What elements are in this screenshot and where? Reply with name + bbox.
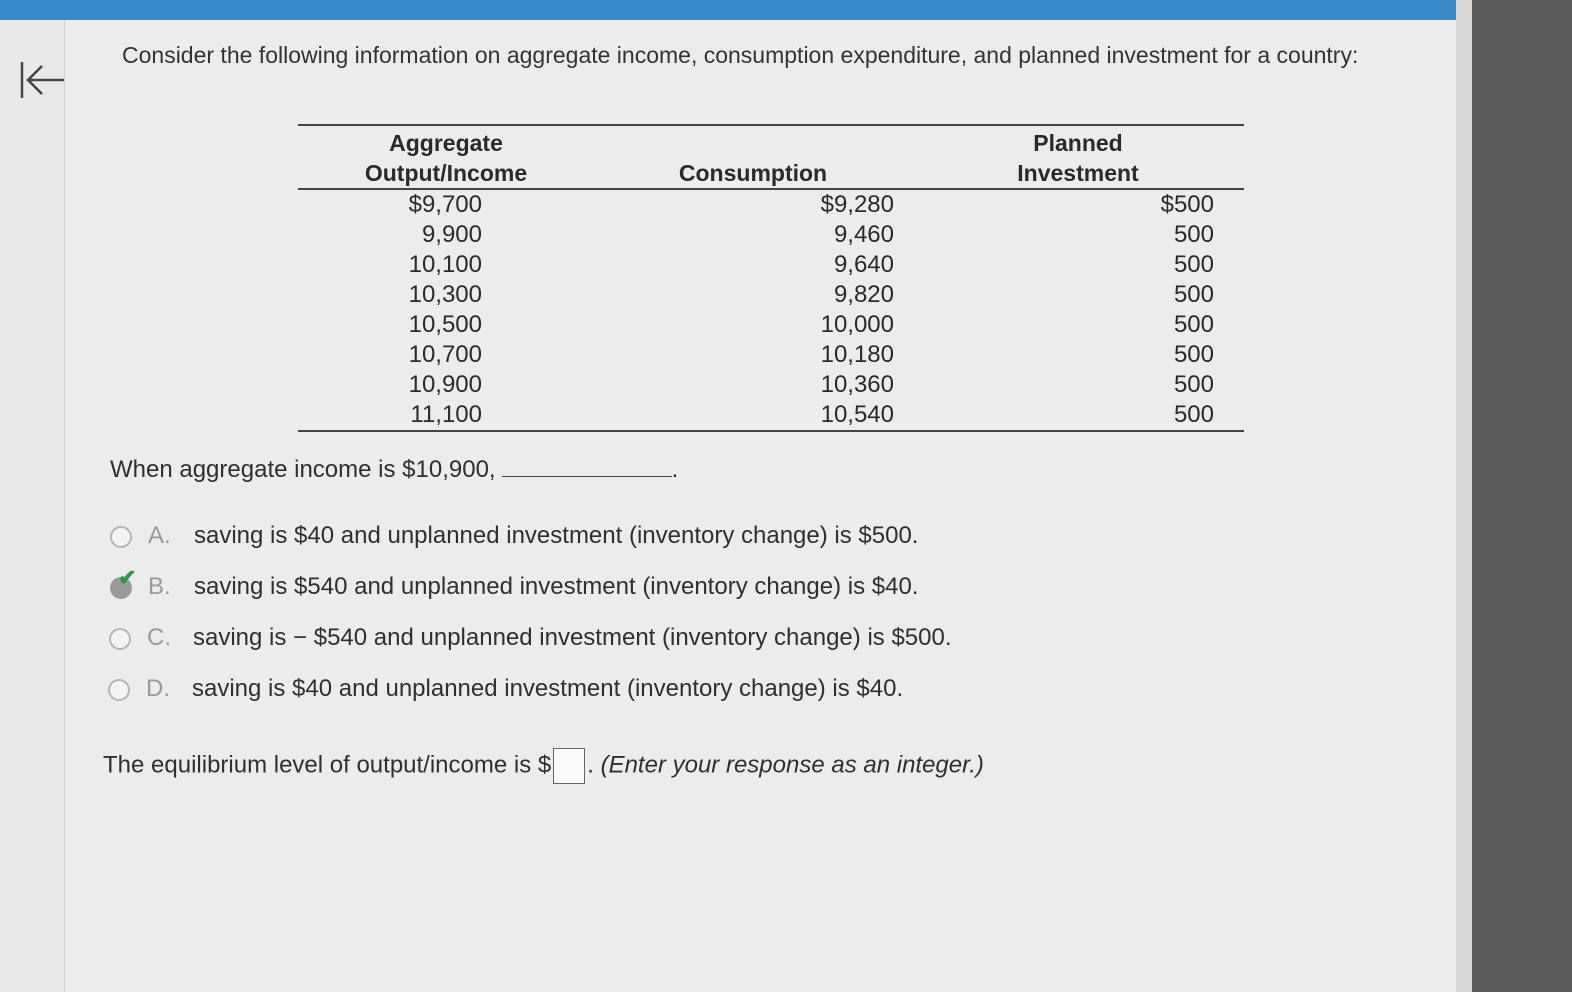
cell-investment-value: 500 bbox=[1173, 281, 1214, 308]
cell-income-value: 10,900 bbox=[408, 371, 482, 398]
option-text: saving is − $540 and unplanned investment (inventory change) is $500. bbox=[193, 624, 952, 651]
cell-investment-value: $500 bbox=[1160, 191, 1214, 218]
cell-investment bbox=[912, 310, 1244, 340]
radio-button[interactable] bbox=[109, 628, 131, 650]
cell-income-value: 10,500 bbox=[408, 311, 482, 338]
cell-consumption bbox=[594, 220, 912, 250]
table-row bbox=[298, 340, 1244, 370]
cell-income-value: $9,700 bbox=[408, 191, 482, 218]
cell-income bbox=[298, 220, 594, 250]
cell-consumption-value: 10,000 bbox=[820, 311, 894, 338]
cell-income bbox=[298, 280, 594, 310]
question-prompt: Consider the following information on aggregate income, consumption expenditure, and planned investment for a country: bbox=[122, 42, 1359, 68]
question-2 bbox=[103, 748, 984, 784]
header-income-line2: Output/Income bbox=[364, 160, 528, 186]
cell-investment bbox=[912, 220, 1244, 250]
table-row bbox=[298, 250, 1244, 280]
data-table bbox=[298, 124, 1244, 432]
cell-consumption-value: 10,360 bbox=[820, 371, 894, 398]
green-checkmark-icon: ✔ bbox=[118, 565, 137, 590]
cell-investment-value: 500 bbox=[1173, 221, 1214, 248]
cell-investment-value: 500 bbox=[1173, 371, 1214, 398]
cell-investment bbox=[912, 340, 1244, 370]
header-consumption: Consumption bbox=[594, 125, 912, 189]
option-letter: C. bbox=[147, 624, 171, 651]
cell-consumption bbox=[594, 189, 912, 220]
cell-consumption bbox=[594, 400, 912, 431]
cell-income bbox=[298, 189, 594, 220]
cell-income bbox=[298, 400, 594, 431]
cell-income bbox=[298, 250, 594, 280]
equilibrium-answer-input[interactable] bbox=[553, 748, 585, 784]
cell-income-value: 9,900 bbox=[421, 221, 482, 248]
cell-consumption-value: 10,180 bbox=[820, 341, 894, 368]
cell-income-value: 10,300 bbox=[408, 281, 482, 308]
question-2-text: The equilibrium level of output/income is $ bbox=[103, 751, 552, 779]
left-rail bbox=[0, 20, 65, 992]
option-letter: B. bbox=[148, 573, 171, 600]
cell-consumption bbox=[594, 310, 912, 340]
table-row bbox=[298, 189, 1244, 220]
cell-consumption bbox=[594, 340, 912, 370]
cell-income-value: 10,100 bbox=[408, 251, 482, 278]
radio-button[interactable] bbox=[110, 526, 132, 548]
question-2-after: . bbox=[587, 751, 601, 779]
cell-consumption bbox=[594, 250, 912, 280]
cell-consumption bbox=[594, 280, 912, 310]
table-row bbox=[298, 280, 1244, 310]
table-row bbox=[298, 370, 1244, 400]
cell-income-value: 11,100 bbox=[410, 401, 482, 428]
table-row bbox=[298, 400, 1244, 431]
cell-income bbox=[298, 340, 594, 370]
screen-edge bbox=[1456, 0, 1472, 992]
header-income-line1: Aggregate bbox=[389, 130, 503, 156]
cell-investment-value: 500 bbox=[1173, 311, 1214, 338]
cell-income bbox=[298, 370, 594, 400]
cell-consumption-value: 9,820 bbox=[833, 281, 894, 308]
cell-investment bbox=[912, 189, 1244, 220]
question-2-hint: (Enter your response as an integer.) bbox=[600, 751, 984, 779]
answer-blank bbox=[502, 454, 672, 477]
header-investment-line1: Planned bbox=[1033, 130, 1123, 156]
cell-investment bbox=[912, 280, 1244, 310]
question-1 bbox=[110, 454, 678, 484]
table-row bbox=[298, 310, 1244, 340]
cell-consumption-value: $9,280 bbox=[820, 191, 894, 218]
question-1-text: When aggregate income is $10,900, bbox=[110, 456, 496, 483]
header-investment bbox=[912, 125, 1244, 189]
back-to-start-button[interactable] bbox=[18, 58, 68, 104]
cell-investment bbox=[912, 370, 1244, 400]
option-letter: A. bbox=[148, 522, 171, 549]
cell-income-value: 10,700 bbox=[408, 341, 482, 368]
cell-income bbox=[298, 310, 594, 340]
cell-consumption-value: 10,540 bbox=[820, 401, 894, 428]
table-row bbox=[298, 220, 1244, 250]
cell-investment-value: 500 bbox=[1173, 401, 1214, 428]
cell-consumption-value: 9,460 bbox=[833, 221, 894, 248]
cell-investment-value: 500 bbox=[1173, 251, 1214, 278]
radio-button[interactable] bbox=[108, 679, 130, 701]
option-letter: D. bbox=[146, 675, 170, 702]
back-to-start-icon bbox=[18, 58, 68, 104]
header-investment-line2: Investment bbox=[1017, 160, 1139, 186]
cell-investment-value: 500 bbox=[1173, 341, 1214, 368]
top-bar bbox=[0, 0, 1456, 20]
cell-consumption bbox=[594, 370, 912, 400]
option-text: saving is $540 and unplanned investment (inventory change) is $40. bbox=[194, 573, 919, 600]
option-text: saving is $40 and unplanned investment (inventory change) is $500. bbox=[194, 522, 919, 549]
cell-consumption-value: 9,640 bbox=[833, 251, 894, 278]
cell-investment bbox=[912, 400, 1244, 431]
header-income bbox=[298, 125, 594, 189]
table-header-row bbox=[298, 125, 1244, 189]
question-1-end: . bbox=[671, 456, 679, 483]
cell-investment bbox=[912, 250, 1244, 280]
option-text: saving is $40 and unplanned investment (inventory change) is $40. bbox=[192, 675, 904, 702]
